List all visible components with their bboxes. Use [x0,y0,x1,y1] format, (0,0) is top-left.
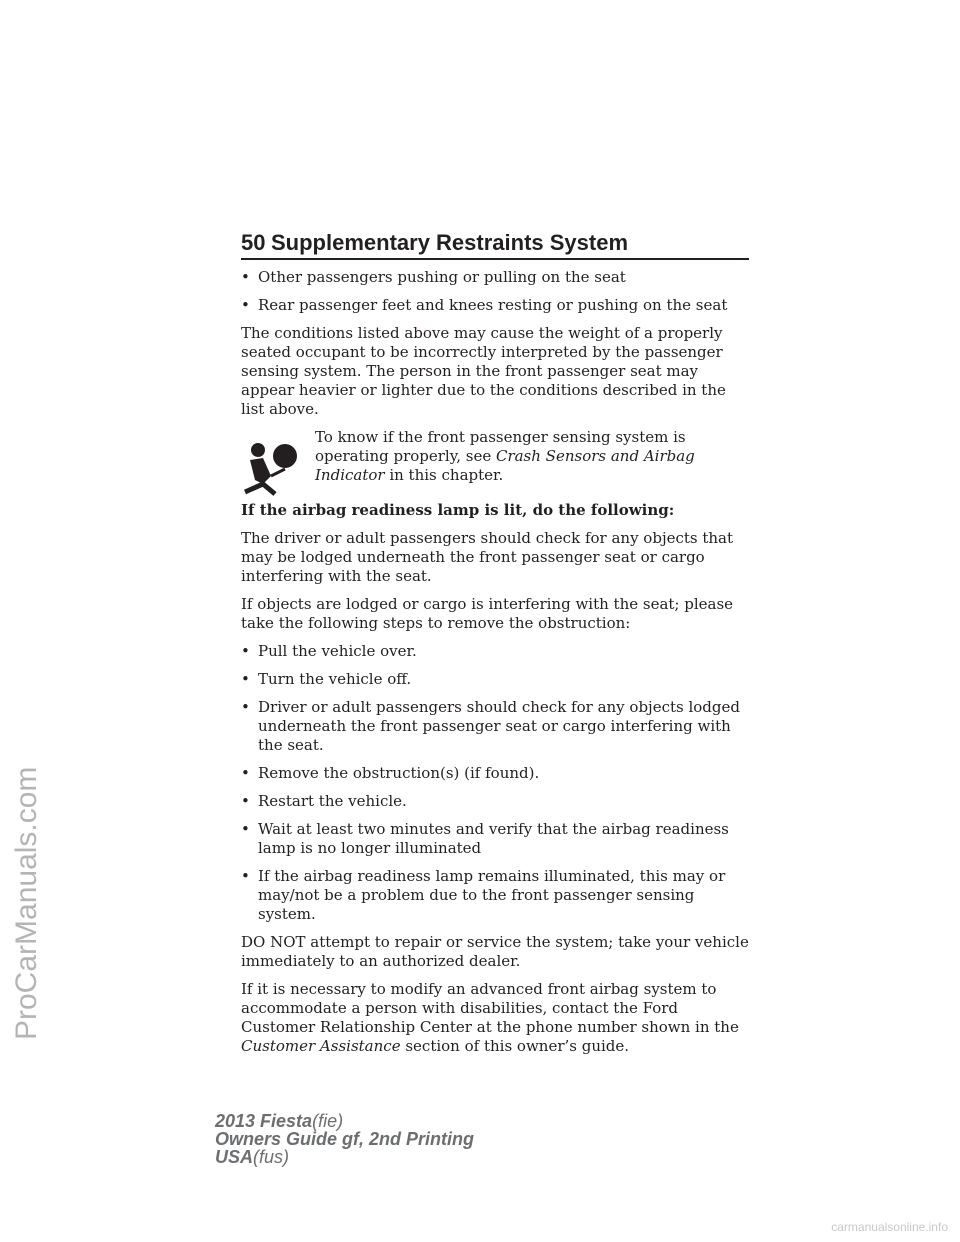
icon-paragraph-text-end: in this chapter. [384,466,504,484]
list-item [241,867,753,924]
icon-paragraph [241,428,753,492]
page-header [241,228,749,260]
bullet-dot: • [241,820,250,838]
list-item [241,820,753,858]
cross-reference-link: Crash Sensors and Airbag Indicator [315,447,695,484]
list-item [241,764,753,783]
footer-market: USA [215,1147,254,1167]
list-item-text: Turn the vehicle off. [258,670,412,688]
list-item [241,296,753,315]
list-item [241,268,753,287]
bullet-dot: • [241,296,250,314]
list-item-text: Driver or adult passengers should check for any objects lodged underneath the front passenger seat or cargo interfering with the seat. [258,698,740,754]
bullet-dot: • [241,698,250,716]
list-item [241,792,753,811]
list-item-text: Pull the vehicle over. [258,642,417,660]
list-item-text: Restart the vehicle. [258,792,407,810]
list-item-text: Wait at least two minutes and verify that the airbag readiness lamp is no longer illuminated [258,820,729,857]
footer-model: 2013 Fiesta [215,1111,313,1131]
bullet-dot: • [241,670,250,688]
subheading: If the airbag readiness lamp is lit, do the following: [241,501,675,519]
list-item-text: Remove the obstruction(s) (if found). [258,764,540,782]
footer-guide: Owners Guide gf, 2nd Printing [215,1129,475,1149]
list-item-text: Other passengers pushing or pulling on the seat [258,268,626,286]
list-item [241,670,753,689]
bullet-dot: • [241,867,250,885]
bottom-watermark: carmanualsonline.info [831,1220,948,1234]
cross-reference-link: Customer Assistance [241,1037,401,1055]
bullet-dot: • [241,642,250,660]
paragraph-text: If it is necessary to modify an advanced front airbag system to accommodate a person with disabilities, contact the Ford Customer Relationship Center at the phone number shown in the [241,980,739,1036]
icon-paragraph-text: To know if the front passenger sensing system is operating properly, see [315,428,686,465]
list-item-text: Rear passenger feet and knees resting or pushing on the seat [258,296,728,314]
airbag-icon [241,436,301,496]
footer-market-code: (fus) [253,1147,290,1167]
paragraph: The conditions listed above may cause the weight of a properly seated occupant to be incorrectly interpreted by the passenger sensing system. The person in the front passenger seat may appear heavier or lighter due to the conditions described in the list above. [241,324,726,418]
page-number: 50 [241,230,266,255]
bullet-dot: • [241,268,250,286]
page-body [241,268,753,1065]
paragraph: The driver or adult passengers should check for any objects that may be lodged underneath the front passenger seat or cargo interfering with the seat. [241,529,734,585]
list-item-text: If the airbag readiness lamp remains illuminated, this may or may/not be a problem due to the front passenger sensing system. [258,867,726,923]
list-item [241,698,753,755]
side-watermark: ProCarManuals.com [10,766,43,1040]
page-footer [215,1112,474,1166]
paragraph-text-end: section of this owner’s guide. [400,1037,630,1055]
paragraph: If objects are lodged or cargo is interfering with the seat; please take the following steps to remove the obstruction: [241,595,734,632]
bullet-dot: • [241,764,250,782]
list-item [241,642,753,661]
paragraph [241,980,753,1056]
section-title: Supplementary Restraints System [271,230,629,255]
paragraph: DO NOT attempt to repair or service the system; take your vehicle immediately to an authorized dealer. [241,933,749,970]
bullet-dot: • [241,792,250,810]
footer-model-code: (fie) [312,1111,344,1131]
